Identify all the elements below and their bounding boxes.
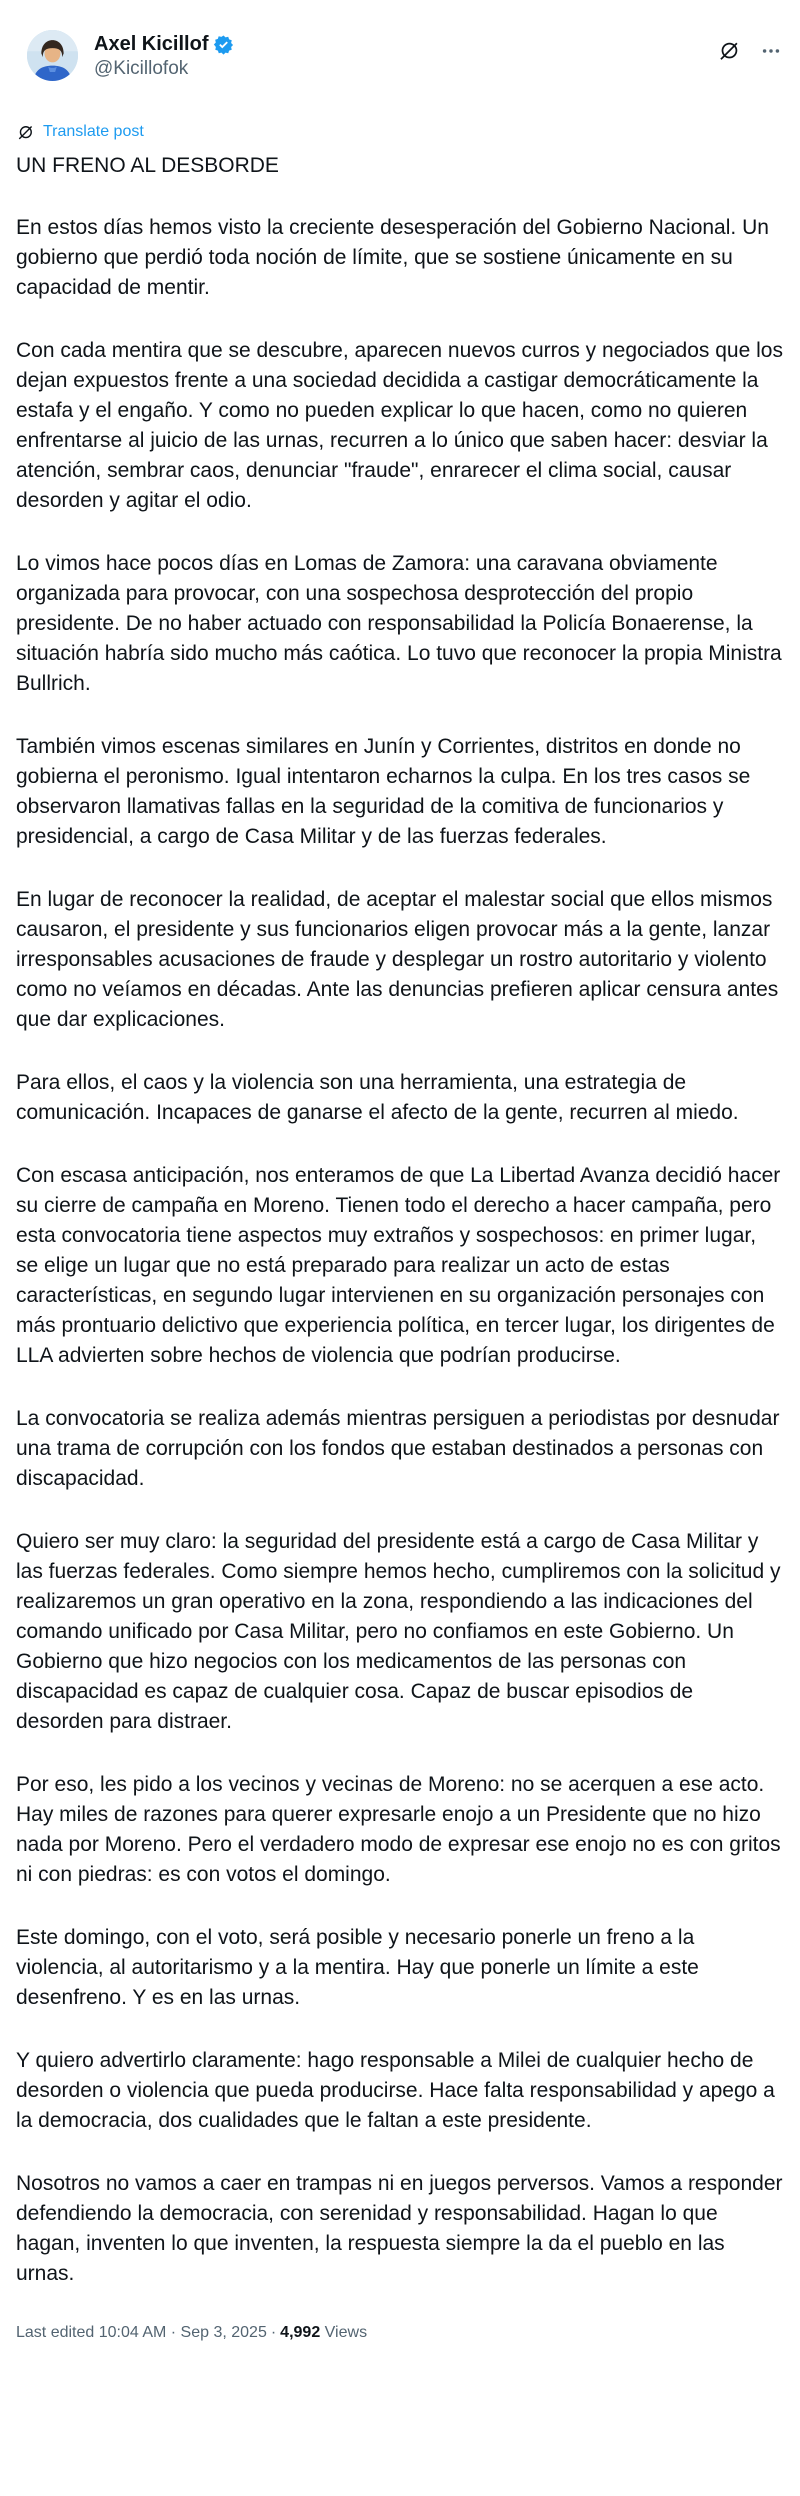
more-button[interactable] bbox=[760, 40, 782, 62]
meta-separator: · bbox=[270, 2324, 277, 2341]
post-paragraph: Lo vimos hace pocos días en Lomas de Zamora: una caravana obviamente organizada para provocar, con una sospechosa desprotección del propio presidente. De no haber actuado con responsabilidad la Policía Bonaerense, la situación habría sido mucho más caótica. Lo tuvo que reconocer la propia Ministra Bullrich. bbox=[16, 552, 782, 695]
post-paragraph: Con escasa anticipación, nos enteramos de que La Libertad Avanza decidió hacer su cierre de campaña en Moreno. Tienen todo el derecho a hacer campaña, pero esta convocatoria tiene aspectos muy extraños y sospechosos: en primer lugar, se elige un lugar que no está preparado para realizar un acto de estas características, en segundo lugar intervienen en su organización personajes con más prontuario delictivo que experiencia política, en tercer lugar, los dirigentes de LLA advierten sobre hechos de violencia que podrían producirse. bbox=[16, 1164, 781, 1367]
post-body bbox=[16, 213, 784, 2289]
post-paragraph: En estos días hemos visto la creciente desesperación del Gobierno Nacional. Un gobierno que perdió toda noción de límite, que se sostiene únicamente en su capacidad de mentir. bbox=[16, 216, 769, 299]
post-meta bbox=[16, 2323, 784, 2343]
avatar-photo bbox=[27, 30, 78, 81]
author-name-row bbox=[94, 32, 234, 56]
post-paragraph: Y quiero advertirlo claramente: hago responsable a Milei de cualquier hecho de desorden o violencia que pueda producirse. Hace falta responsabilidad y apego a la democracia, dos cualidades que le faltan a este presidente. bbox=[16, 2049, 775, 2132]
post-paragraph: Quiero ser muy claro: la seguridad del presidente está a cargo de Casa Militar y las fuerzas federales. Como siempre hemos hecho, cumpliremos con la solicitud y realizaremos un gran operativo en la zona, respondiendo a las indicaciones del comando unificado por Casa Militar, pero no confiamos en este Gobierno. Un Gobierno que hizo negocios con los medicamentos de las personas con discapacidad es capaz de cualquier cosa. Capaz de buscar episodios de desorden para distraer. bbox=[16, 1530, 781, 1733]
post-paragraph: Para ellos, el caos y la violencia son una herramienta, una estrategia de comunicación. Incapaces de ganarse el afecto de la gente, recurren al miedo. bbox=[16, 1071, 739, 1124]
grok-actions-button[interactable] bbox=[718, 40, 740, 62]
author-name[interactable]: Axel Kicillof bbox=[94, 33, 209, 55]
post-paragraph: Este domingo, con el voto, será posible y necesario ponerle un freno a la violencia, al autoritarismo y a la mentira. Hay que ponerle un límite a este desenfreno. Y es en las urnas. bbox=[16, 1926, 699, 2009]
post-paragraph: Con cada mentira que se descubre, aparecen nuevos curros y negociados que los dejan expuestos frente a una sociedad decidida a castigar democráticamente la estafa y el engaño. Y como no pueden explicar lo que hacen, como no quieren enfrentarse al juicio de las urnas, recurren a lo único que saben hacer: desviar la atención, sembrar caos, denunciar "fraude", enrarecer el clima social, causar desorden y agitar el odio. bbox=[16, 339, 783, 512]
post-header bbox=[0, 0, 800, 81]
header-actions bbox=[718, 40, 782, 62]
grok-icon bbox=[718, 40, 740, 62]
translate-post-link[interactable] bbox=[17, 122, 144, 142]
avatar[interactable] bbox=[27, 30, 78, 81]
post-paragraph: En lugar de reconocer la realidad, de aceptar el malestar social que ellos mismos causaron, el presidente y sus funcionarios eligen provocar más a la gente, lanzar irresponsables acusaciones de fraude y desplegar un rostro autoritario y violento como no veíamos en décadas. Ante las denuncias prefieren aplicar censura antes que dar explicaciones. bbox=[16, 888, 779, 1031]
post-paragraph: Por eso, les pido a los vecinos y vecinas de Moreno: no se acerquen a ese acto. Hay miles de razones para querer expresarle enojo a un Presidente que no hizo nada por Moreno. Pero el verdadero modo de expresar ese enojo no es con gritos ni con piedras: es con votos el domingo. bbox=[16, 1773, 781, 1886]
author-block bbox=[94, 30, 234, 81]
post-paragraph: También vimos escenas similares en Junín y Corrientes, distritos en donde no gobierna el peronismo. Igual intentaron echarnos la culpa. En los tres casos se observaron llamativas fallas en la seguridad de la comitiva de funcionarios y presidencial, a cargo de Casa Militar y de las fuerzas federales. bbox=[16, 735, 751, 848]
edited-timestamp: Last edited 10:04 AM · Sep 3, 2025 bbox=[16, 2324, 267, 2341]
more-icon bbox=[760, 40, 782, 62]
verified-icon bbox=[213, 34, 234, 55]
views-label: Views bbox=[324, 2324, 368, 2341]
post-paragraph: La convocatoria se realiza además mientras persiguen a periodistas por desnudar una trama de corrupción con los fondos que estaban destinados a personas con discapacidad. bbox=[16, 1407, 780, 1490]
grok-icon bbox=[17, 124, 34, 141]
post-title: UN FRENO AL DESBORDE bbox=[16, 154, 279, 177]
views-count: 4,992 bbox=[280, 2324, 321, 2341]
author-handle[interactable]: @Kicillofok bbox=[94, 58, 189, 79]
translate-post-label: Translate post bbox=[43, 123, 144, 140]
post-paragraph: Nosotros no vamos a caer en trampas ni en juegos perversos. Vamos a responder defendiendo la democracia, con serenidad y responsabilidad. Hagan lo que hagan, inventen lo que inventen, la respuesta siempre la da el pueblo en las urnas. bbox=[16, 2172, 783, 2285]
